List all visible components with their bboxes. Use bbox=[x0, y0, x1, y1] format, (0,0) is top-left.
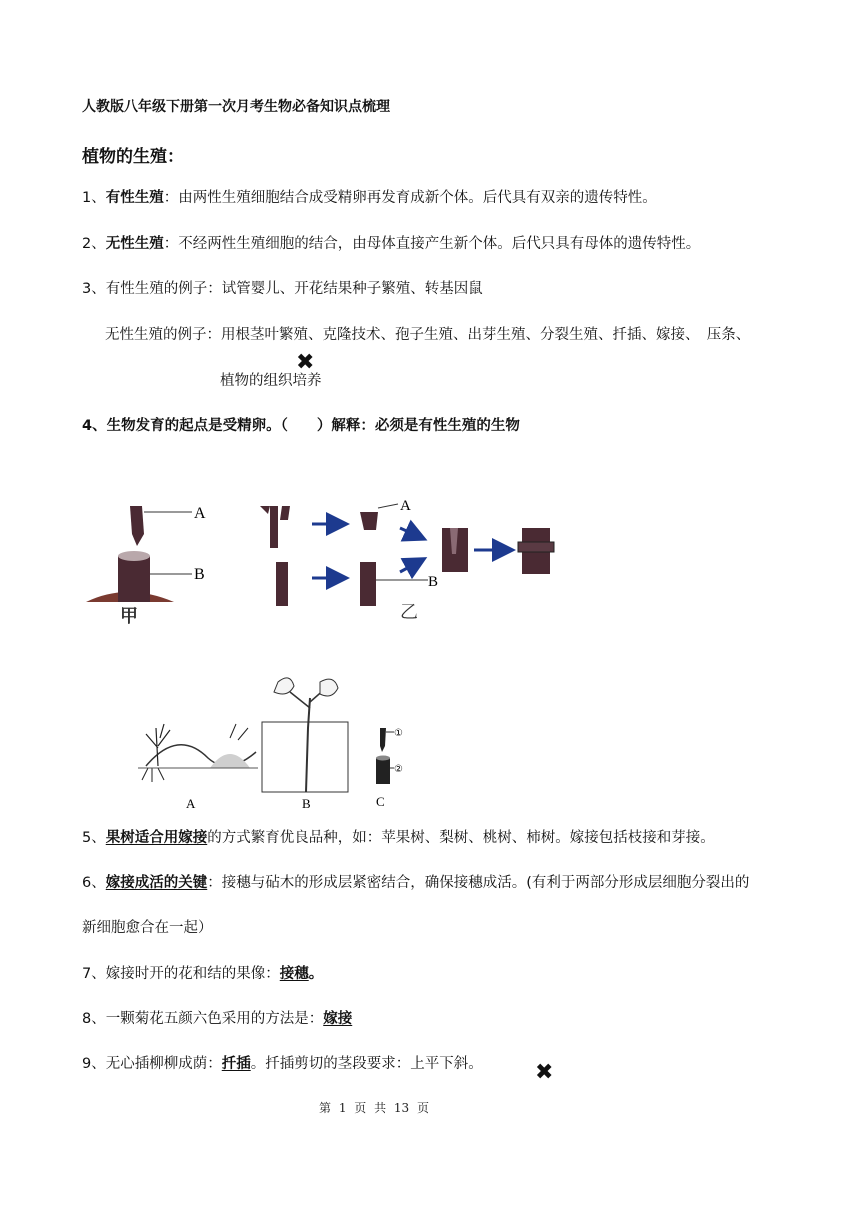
item-2-text: ：不经两性生殖细胞的结合，由母体直接产生新个体。后代只具有母体的遗传特性。 bbox=[163, 236, 701, 252]
caption-jia: 甲 bbox=[120, 606, 138, 624]
item-5-text: 的方式繁育优良品种，如：苹果树、梨树、桃树、柿树。嫁接包括枝接和芽接。 bbox=[207, 830, 715, 846]
svg-text:B: B bbox=[302, 796, 311, 811]
graft-figure bbox=[376, 728, 403, 809]
item-1-term: 有性生殖 bbox=[105, 190, 164, 206]
caption-yi: 乙 bbox=[400, 602, 418, 623]
svg-text:B: B bbox=[428, 574, 439, 590]
scion-a bbox=[130, 506, 144, 546]
item-6-term: 嫁接成活的关键 bbox=[105, 875, 208, 891]
item-5-term: 果树适合用嫁接 bbox=[105, 830, 208, 846]
item-1-text: ：由两性生殖细胞结合成受精卵再发育成新个体。后代具有双亲的遗传特性。 bbox=[163, 190, 657, 206]
diagram-yi bbox=[260, 498, 554, 623]
item-6-num: 6、 bbox=[82, 875, 106, 891]
item-6-line2: 新细胞愈合在一起） bbox=[82, 920, 213, 936]
cutting-figure bbox=[262, 678, 348, 811]
item-7-answer: 接穗 bbox=[279, 966, 309, 982]
svg-text:A: A bbox=[186, 796, 196, 811]
stock-b bbox=[118, 556, 150, 602]
item-2 bbox=[82, 232, 700, 253]
item-5 bbox=[82, 826, 715, 847]
item-6-text: ：接穗与砧木的形成层紧密结合，确保接穗成活。(有利于两部分形成层细胞分裂出的 bbox=[207, 875, 750, 891]
svg-text:C: C bbox=[376, 794, 385, 809]
label-a: A bbox=[194, 505, 206, 522]
svg-text:②: ② bbox=[394, 764, 403, 775]
item-9: 9、无心插柳柳成荫：扦插。扦插剪切的茎段要求：上平下斜。 bbox=[82, 1056, 483, 1072]
item-8-answer: 嫁接 bbox=[323, 1011, 353, 1027]
svg-text:A: A bbox=[400, 498, 411, 514]
item-1 bbox=[82, 186, 657, 207]
item-6 bbox=[82, 871, 749, 892]
item-2-num: 2、 bbox=[82, 236, 106, 252]
item-5-num: 5、 bbox=[82, 830, 106, 846]
section-heading: 植物的生殖： bbox=[82, 147, 184, 167]
svg-text:①: ① bbox=[394, 728, 403, 739]
page-footer: 第 1 页 共 13 页 bbox=[319, 1101, 429, 1115]
item-9-answer: 扦插 bbox=[221, 1056, 251, 1072]
doc-title: 人教版八年级下册第一次月考生物必备知识点梳理 bbox=[82, 99, 390, 115]
item-3b-line2: 植物的组织培养 bbox=[220, 373, 322, 389]
item-2-term: 无性生殖 bbox=[105, 236, 164, 252]
x-icon: ✖ bbox=[296, 350, 315, 375]
label-b: B bbox=[194, 566, 205, 583]
diagram-jia bbox=[86, 505, 206, 624]
item-3: 3、有性生殖的例子：试管婴儿、开花结果种子繁殖、转基因鼠 bbox=[82, 281, 483, 297]
x-icon: ✖ bbox=[535, 1060, 554, 1085]
item-8: 8、一颗菊花五颜六色采用的方法是：嫁接 bbox=[82, 1011, 353, 1027]
item-1-num: 1、 bbox=[82, 190, 106, 206]
grafting-diagram bbox=[82, 494, 558, 624]
layering-figure bbox=[138, 724, 258, 811]
item-3b-line1: 无性生殖的例子：用根茎叶繁殖、克隆技术、孢子生殖、出芽生殖、分裂生殖、扦插、嫁接、 压条、 bbox=[105, 327, 751, 343]
propagation-diagram bbox=[138, 668, 420, 812]
item-4: 4、生物发育的起点是受精卵。（ ）解释：必须是有性生殖的生物 bbox=[82, 418, 520, 434]
item-7: 7、嫁接时开的花和结的果像：接穗。 bbox=[82, 966, 324, 982]
